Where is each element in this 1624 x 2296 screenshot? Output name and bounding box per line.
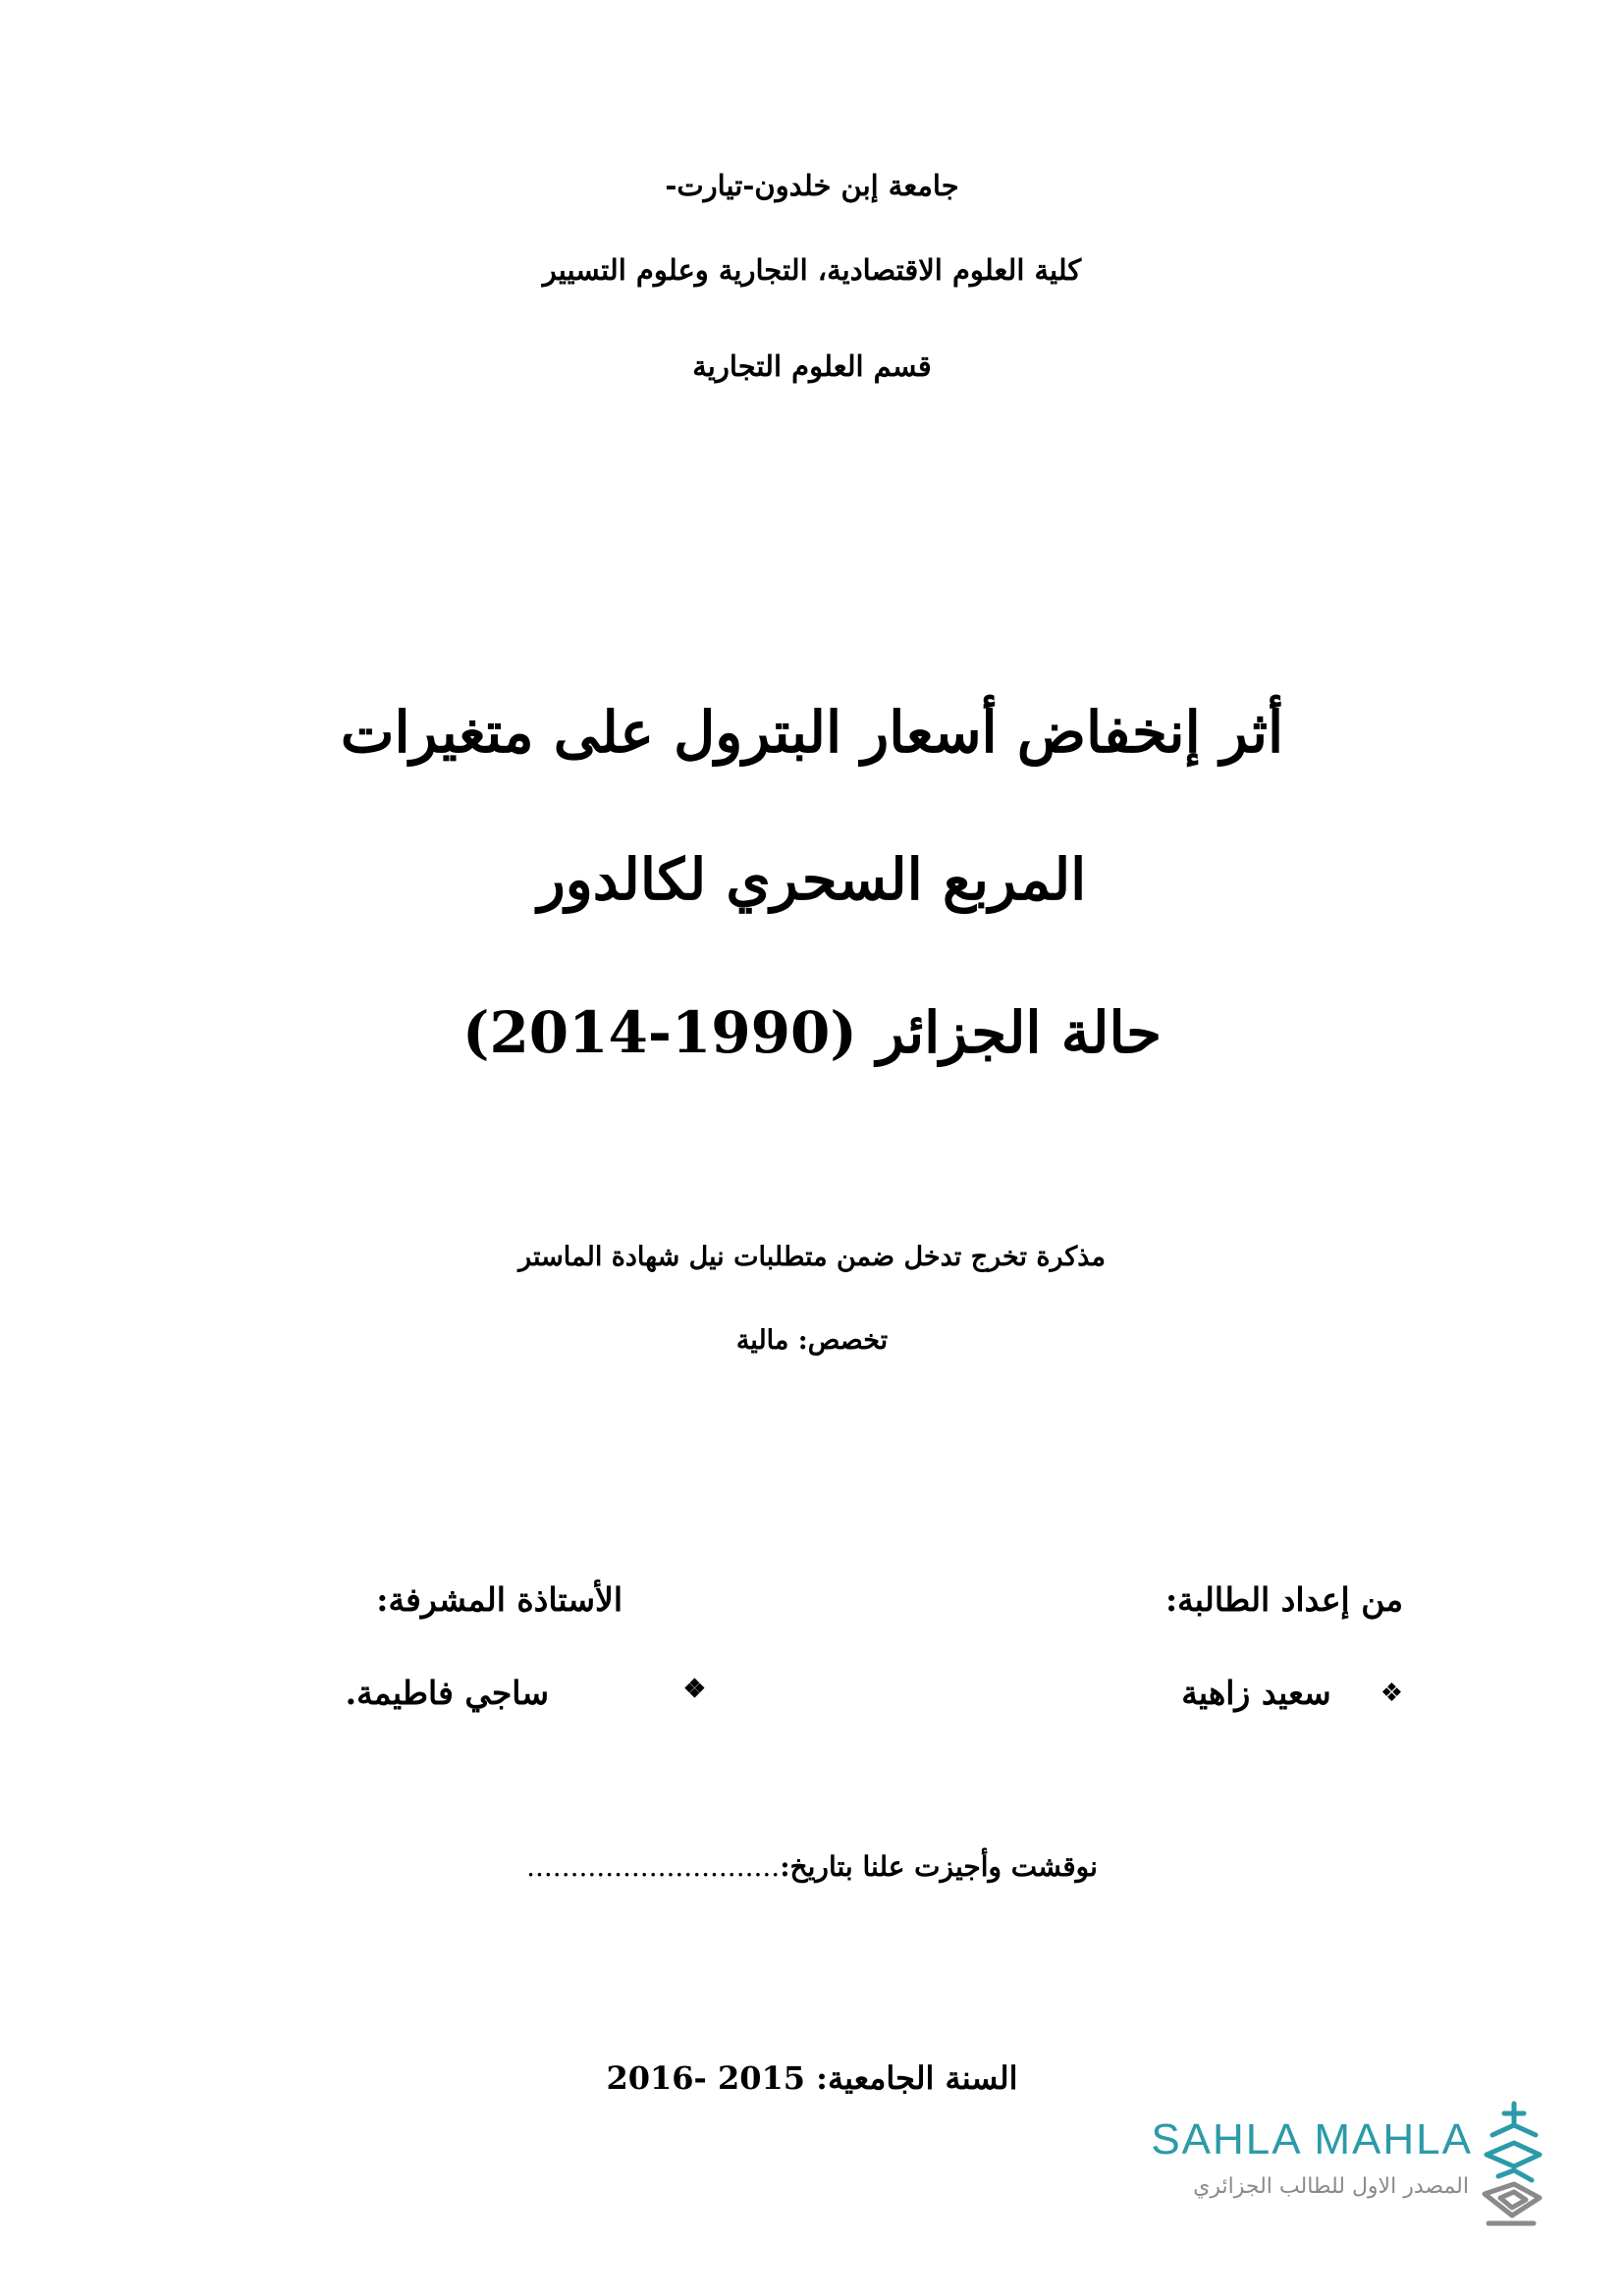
- thesis-title-line-2: المربع السحري لكالدور: [537, 846, 1087, 913]
- defense-line: [0, 1850, 1624, 1883]
- supervisor-label: الأستاذة المشرفة:: [376, 1580, 623, 1619]
- student-name: سعيد زاهية: [1181, 1674, 1331, 1712]
- specialization: تخصص: مالية: [735, 1325, 889, 1356]
- defense-label: نوقشت وأجيزت علنا بتاريخ:: [780, 1850, 1098, 1883]
- student-entry: [1181, 1674, 1403, 1712]
- supervisor-name: ساجي فاطيمة.: [345, 1674, 549, 1712]
- defense-date-dots: .............................: [526, 1850, 781, 1883]
- calligraphy-logo-icon: [1475, 2096, 1545, 2233]
- thesis-title-line-1: أثر إنخفاض أسعار البترول على متغيرات: [340, 699, 1284, 766]
- faculty-name: كلية العلوم الاقتصادية، التجارية وعلوم التسيير: [542, 253, 1082, 287]
- diamond-bullet-icon: ❖: [682, 1675, 706, 1704]
- department-name: قسم العلوم التجارية: [692, 349, 932, 383]
- supervisor-entry: [346, 1674, 549, 1712]
- thesis-title-line-3: حالة الجزائر (1990-2014): [461, 999, 1162, 1066]
- academic-year: السنة الجامعية: 2015 -2016: [606, 2059, 1018, 2097]
- memo-description: مذكرة تخرج تدخل ضمن متطلبات نيل شهادة الماستر: [518, 1242, 1106, 1272]
- watermark-brand: SAHLA MAHLA: [1151, 2115, 1473, 2163]
- student-label: من إعداد الطالبة:: [1164, 1580, 1403, 1619]
- diamond-bullet-icon: ❖: [1380, 1678, 1403, 1708]
- sahla-mahla-watermark: [1094, 2096, 1545, 2243]
- watermark-tagline: المصدر الاول للطالب الجزائري: [1193, 2174, 1469, 2199]
- university-name: جامعة إبن خلدون-تيارت-: [665, 169, 959, 202]
